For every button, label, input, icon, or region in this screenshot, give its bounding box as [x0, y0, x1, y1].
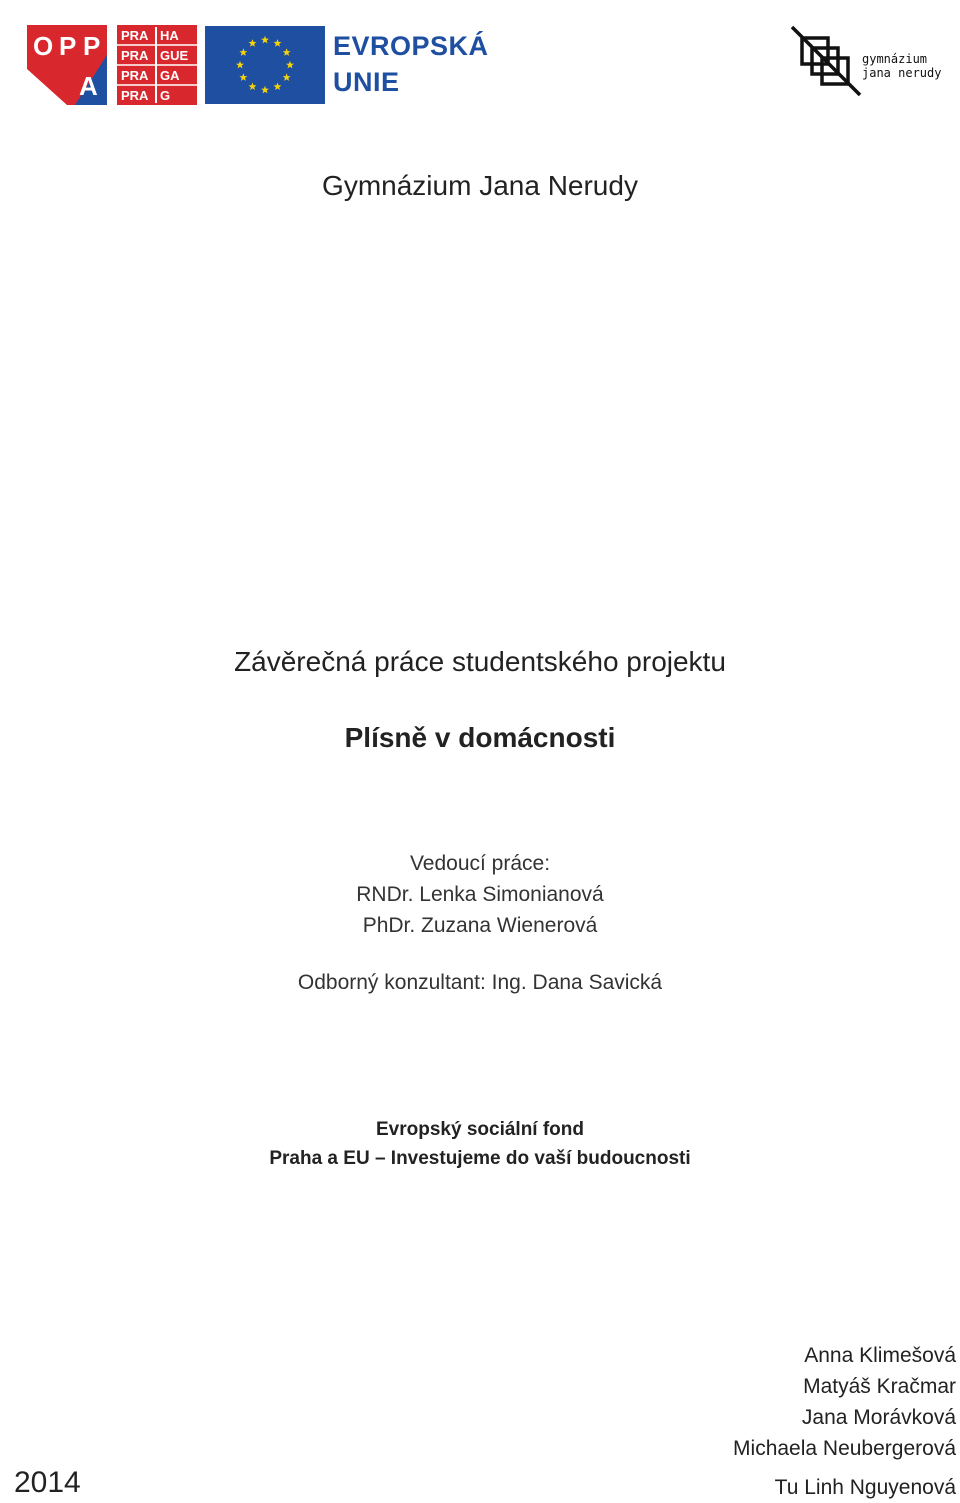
praha-row-3-left: PRA: [121, 68, 149, 83]
eu-logo-line-2: UNIE: [333, 67, 400, 97]
oppa-logo: [27, 25, 197, 105]
fund-line-2: Praha a EU – Investujeme do vaší budoucnosti: [269, 1148, 691, 1169]
school-logo: [790, 24, 865, 99]
eu-flag-logo: [205, 26, 325, 104]
thesis-title: Plísně v domácnosti: [344, 722, 616, 753]
supervisors-label: Vedoucí práce:: [409, 852, 551, 875]
author-name: Jana Morávková: [801, 1406, 956, 1429]
eu-logo-text: [333, 28, 489, 103]
praha-row-4-left: PRA: [121, 88, 149, 103]
praha-row-1-left: PRA: [121, 28, 149, 43]
school-logo-text: [862, 52, 941, 80]
oppa-letter-p2: P: [83, 31, 101, 61]
author-name: Tu Linh Nguyenová: [774, 1476, 956, 1499]
fund-block: [0, 1115, 960, 1173]
praha-row-4-right: G: [160, 88, 171, 103]
praha-row-1-right: HA: [160, 28, 179, 43]
consultant: Odborný konzultant: Ing. Dana Savická: [297, 971, 663, 994]
year: 2014: [14, 1466, 81, 1499]
praha-row-2-left: PRA: [121, 48, 149, 63]
supervisor-name: PhDr. Zuzana Wienerová: [362, 914, 598, 937]
author-name: Matyáš Kračmar: [803, 1375, 956, 1398]
supervisors-block: [0, 848, 960, 941]
thesis-type: Závěrečná práce studentského projektu: [234, 646, 726, 677]
fund-line-1: Evropský sociální fond: [376, 1119, 584, 1140]
praha-row-2-right: GUE: [160, 48, 189, 63]
oppa-letter-o: O: [33, 31, 54, 61]
oppa-letter-p1: P: [59, 31, 77, 61]
author-name: Anna Klimešová: [804, 1344, 956, 1367]
school-logo-line-1: gymnázium: [862, 52, 928, 66]
author-name: Michaela Neubergerová: [733, 1437, 956, 1460]
praha-row-3-right: GA: [160, 68, 180, 83]
eu-logo-line-1: EVROPSKÁ: [333, 31, 489, 61]
school-name: Gymnázium Jana Nerudy: [322, 170, 638, 201]
oppa-letter-a: A: [79, 71, 98, 101]
school-logo-line-2: jana nerudy: [862, 66, 942, 80]
authors-list: [733, 1340, 956, 1503]
supervisor-name: RNDr. Lenka Simonianová: [356, 883, 604, 906]
